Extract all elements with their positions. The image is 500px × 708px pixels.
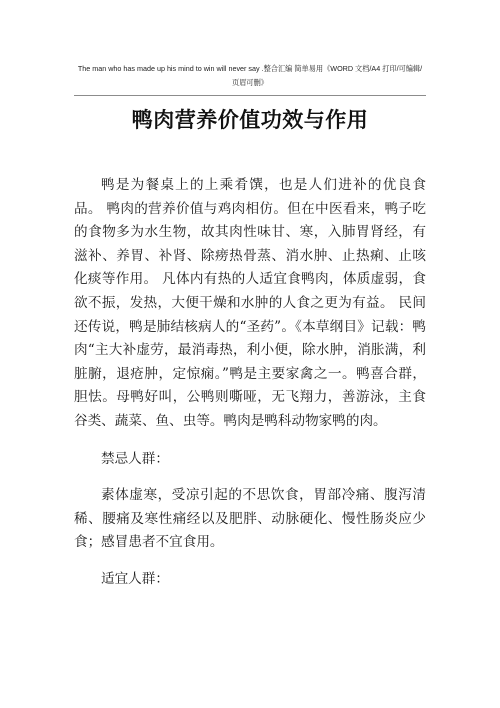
header-divider <box>74 95 426 96</box>
taboo-paragraph: 素体虚寒，受凉引起的不思饮食，胃部冷痛、腹泻清稀、腰痛及寒性痛经以及肥胖、动脉硬化、慢性肠炎应少食；感冒患者不宜食用。 <box>74 487 426 551</box>
page-header <box>60 62 440 90</box>
intro-paragraph: 鸭是为餐桌上的上乘肴馔，也是人们进补的优良食品。 鸭肉的营养价值与鸡肉相仿。但在中医看来，鸭子吃的食物多为水生物，故其肉性味甘、寒，入肺胃肾经，有滋补、养胃、补肾、除痨热骨蒸、消水肿、止热痢、止咳化痰等作用。 凡体内有热的人适宜食鸭肉，体质虚弱，食欲不振，发热，大便干燥和水肿的人食之更为有益。 民间还传说，鸭是肺结核病人的“圣药”。《本草纲目》记载：鸭肉“主大补虚劳，最消毒热，利小便，除水肿，消胀满，利脏腑，退疮肿，定惊痫。”鸭是主要家禽之一。鸭喜合群，胆怯。母鸭好叫，公鸭则嘶哑，无飞翔力，善游泳，主食谷类、蔬菜、鱼、虫等。鸭肉是鸭科动物家鸭的肉。 <box>74 177 426 429</box>
header-line-1: The man who has made up his mind to win will never say .整合汇编 简单易用《WORD 文档/A4 打印/可编辑/ <box>77 64 423 73</box>
document-title: 鸭肉营养价值功效与作用 <box>131 108 369 132</box>
suitable-heading: 适宜人群： <box>101 570 169 587</box>
document-body <box>74 174 426 592</box>
header-line-2: 页眉可删》 <box>232 78 268 87</box>
taboo-heading: 禁忌人群： <box>101 450 169 467</box>
